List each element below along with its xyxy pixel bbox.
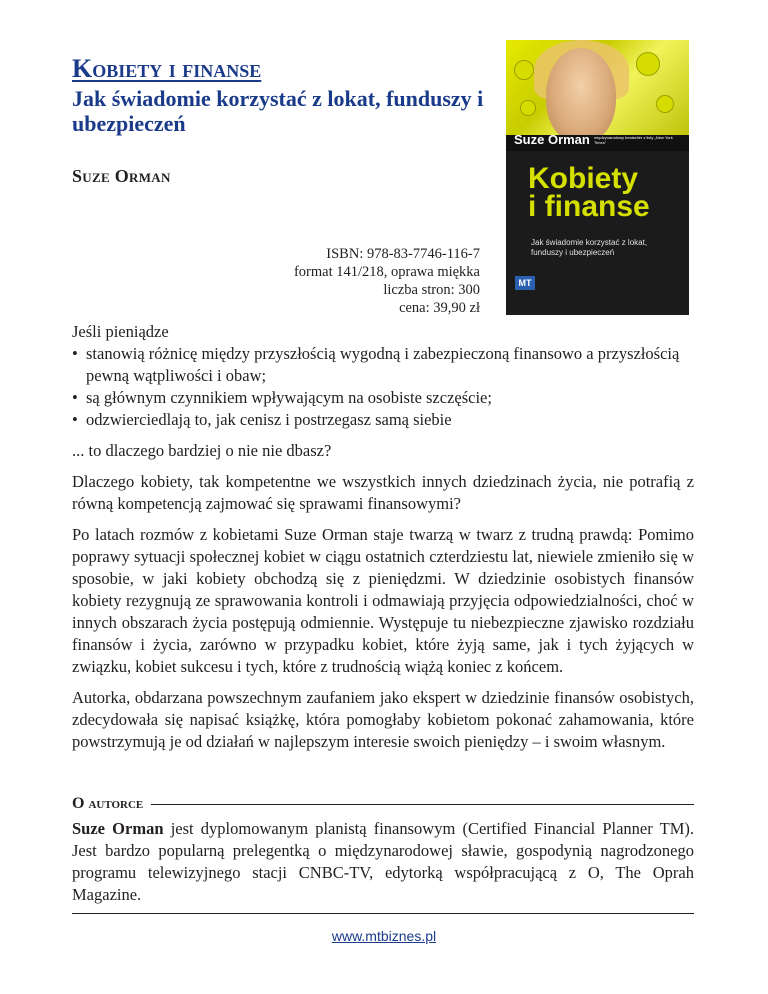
- about-author-heading: [72, 795, 694, 813]
- coin-shape: [636, 52, 660, 76]
- cover-subtitle: Jak świadomie korzystać z lokat, funduszy i ubezpieczeń: [531, 238, 648, 257]
- footer-divider: [72, 913, 694, 914]
- isbn: ISBN: 978-83-7746-116-7: [326, 246, 480, 262]
- book-subtitle: Jak świadomie korzystać z lokat, funduszy i ubezpieczeń: [72, 86, 484, 136]
- coin-shape: [520, 100, 536, 116]
- coin-shape: [514, 60, 534, 80]
- description-paragraph: Autorka, obdarzana powszechnym zaufaniem jako ekspert w dziedzinie finansów osobistych, zdecydowała się napisać książkę, która pomogłaby kobietom pokonać zahamowania, które powstrzymują je od działań w najlepszym interesie swoich pieniędzy – i swoim własnym.: [72, 688, 694, 751]
- list-item: • stanowią różnicę między przyszłością wygodną i zabezpieczoną finansowo a przyszłością pewną wątpliwości i obaw;: [72, 343, 694, 387]
- cover-author: Suze Orman: [514, 132, 590, 147]
- description-paragraph: Po latach rozmów z kobietami Suze Orman staje twarzą w twarz z trudną prawdą: Pomimo poprawy sytuacji społecznej kobiet w ciągu ostatnich czterdziestu lat, niewiele zmieniło się w sposobie, w jaki kobiety obchodzą się z pieniędzmi. W dziedzinie osobistych finansów kobiety rezygnują ze sprawowania kontroli i odmawiają przyjęcia odpowiedzialności, choć w innych obszarach życia postępują odmiennie. Występuje tu niebezpieczne zjawisko rozdziału finansów i życia, zarówno w przypadku kobiet, które żyją same, jak i tych żyjących w związku, kobiet sukcesu i tych, które z trudnością wiążą koniec z końcem.: [72, 525, 694, 676]
- coin-shape: [656, 95, 674, 113]
- cover-note: międzynarodowy bestseller z listy „New York Times”: [594, 135, 673, 145]
- cover-title: [528, 162, 650, 223]
- page-count: liczba stron: 300: [383, 282, 480, 298]
- price: cena: 39,90 zł: [399, 300, 480, 316]
- book-cover-image: [506, 40, 689, 315]
- description-intro: Jeśli pieniądze: [72, 322, 169, 341]
- cover-title-line-1: Kobiety: [528, 162, 639, 195]
- description-paragraph: Dlaczego kobiety, tak kompetentne we wszystkich innych dziedzinach życia, nie potrafią z równą kompetencją zajmować się sprawami finansowymi?: [72, 472, 694, 513]
- format: format 141/218, oprawa miękka: [293, 264, 480, 280]
- description: [72, 321, 694, 762]
- book-metadata: [294, 245, 480, 317]
- book-title: Kobiety i finanse: [72, 54, 262, 83]
- book-author: Suze Orman: [72, 166, 171, 186]
- list-item: • odzwierciedlają to, jak cenisz i postrzegasz samą siebie: [72, 409, 694, 431]
- about-heading-text: O autorce: [72, 795, 144, 812]
- about-author-name: Suze Orman: [72, 819, 164, 838]
- publisher-logo: MT: [515, 276, 535, 290]
- divider: [151, 804, 694, 805]
- list-item: • są głównym czynnikiem wpływającym na osobiste szczęście;: [72, 387, 694, 409]
- about-author-text: [72, 818, 694, 906]
- book-title-block: [72, 56, 492, 136]
- description-bullets: [72, 343, 694, 431]
- footer-link[interactable]: www.mtbiznes.pl: [331, 928, 437, 944]
- about-author-bio: jest dyplomowanym planistą finansowym (Certified Financial Planner TM). Jest bardzo popularną prelegentką o międzynarodowej sławie, gospodynią nagrodzonego programu telewizyjnego stacji CNBC-TV, edytorką współpracującą z O, The Oprah Magazine.: [72, 819, 694, 904]
- cover-title-line-2: i finanse: [528, 190, 650, 223]
- description-paragraph: ... to dlaczego bardziej o nie nie dbasz?: [72, 441, 332, 460]
- cover-face-shape: [546, 48, 616, 143]
